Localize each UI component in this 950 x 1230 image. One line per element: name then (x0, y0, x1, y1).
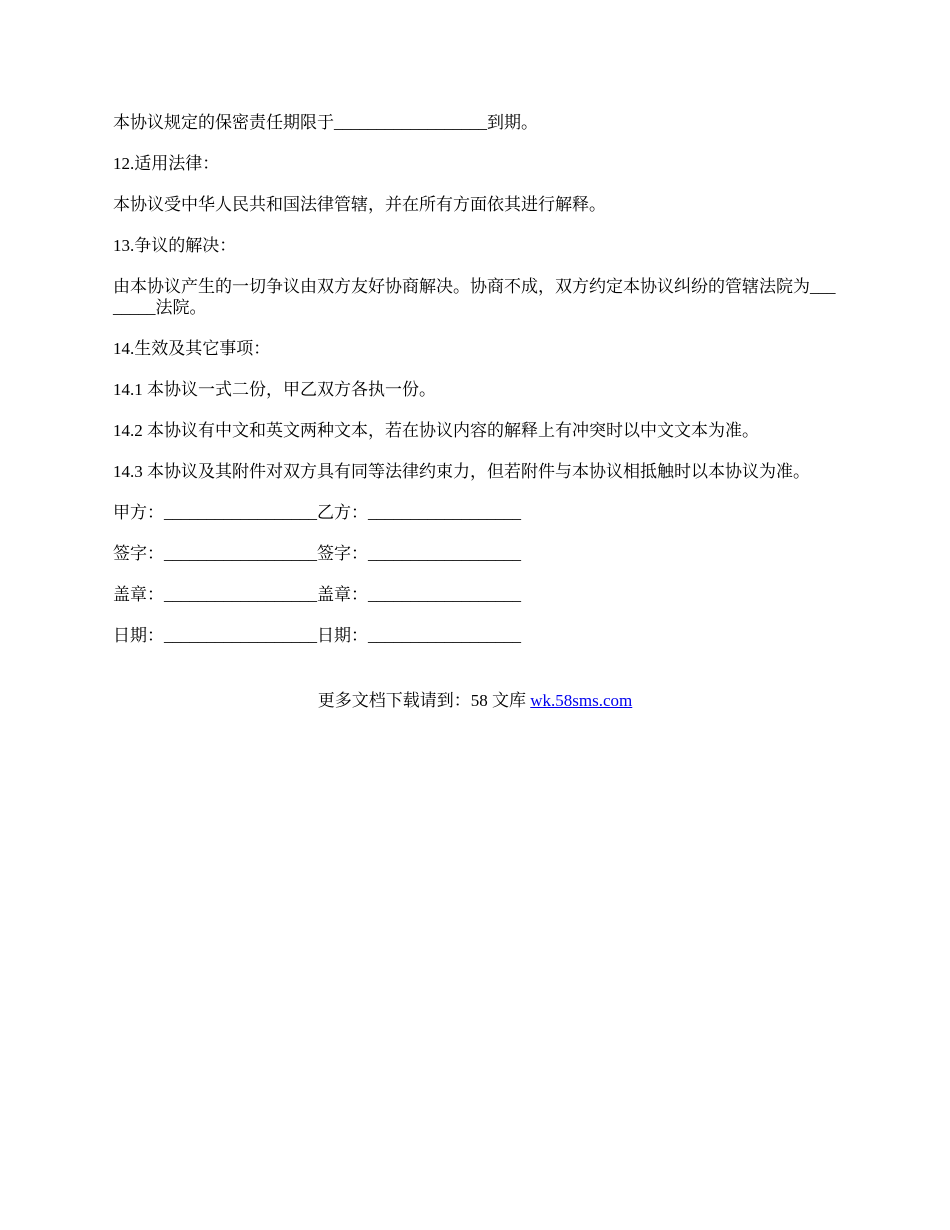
paragraph-14-3: 14.3 本协议及其附件对双方具有同等法律约束力，但若附件与本协议相抵触时以本协议为准。 (113, 462, 810, 481)
paragraph-14-2: 14.2 本协议有中文和英文两种文本，若在协议内容的解释上有冲突时以中文文本为准。 (113, 421, 759, 440)
paragraph-confidentiality-term: 本协议规定的保密责任期限于__________________到期。 (113, 113, 538, 132)
paragraph-governing-law: 本协议受中华人民共和国法律管辖，并在所有方面依其进行解释。 (113, 195, 606, 214)
heading-dispute-resolution: 13.争议的解决： (113, 236, 237, 255)
heading-governing-law: 12.适用法律： (113, 154, 220, 173)
signature-row-sign: 签字：__________________签字：__________________ (113, 544, 521, 563)
document-body (113, 112, 841, 666)
footer (0, 690, 950, 711)
signature-row-seal: 盖章：__________________盖章：__________________ (113, 585, 521, 604)
footer-link[interactable]: wk.58sms.com (530, 691, 633, 710)
signature-row-date: 日期：__________________日期：__________________ (113, 626, 521, 645)
heading-effectiveness: 14.生效及其它事项： (113, 339, 271, 358)
footer-text: 更多文档下载请到：58 文库 (317, 691, 531, 710)
paragraph-14-1: 14.1 本协议一式二份，甲乙双方各执一份。 (113, 380, 436, 399)
signature-row-party: 甲方：__________________乙方：__________________ (113, 503, 521, 522)
paragraph-dispute-resolution: 由本协议产生的一切争议由双方友好协商解决。协商不成，双方约定本协议纠纷的管辖法院为________法院。 (113, 277, 836, 317)
